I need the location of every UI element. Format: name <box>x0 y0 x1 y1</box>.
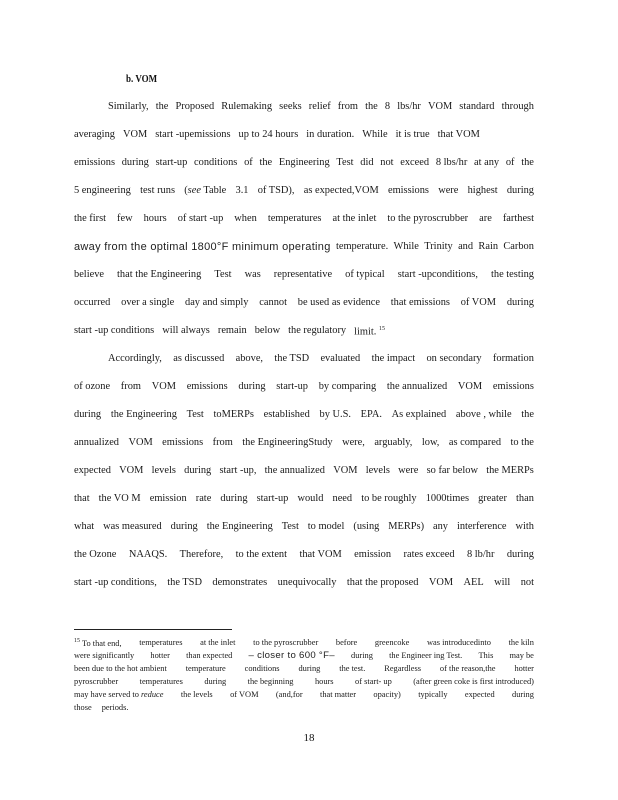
body-line: start -up conditions will always remain below the regulatory limit. 15 <box>74 325 385 338</box>
body-line: 5 engineering test runs (see Table 3.1 of TSD), as expected,VOM emissions were highest during <box>74 185 534 196</box>
body-line: Similarly, the Proposed Rulemaking seeks relief from the 8 lbs/hr VOM standard through <box>108 101 534 112</box>
body-line: away from the optimal 1800°F minimum operating temperature. While Trinity and Rain Carbon <box>74 241 534 253</box>
body-line: what was measured during the Engineering Test to model (using MERPs) any interference with <box>74 521 534 532</box>
footnote-line: been due to the hot ambient temperature conditions during the test. Regardless of the reason,the hotter <box>74 664 534 673</box>
body-line: the Ozone NAAQS. Therefore, to the extent that VOM emission rates exceed 8 lb/hr during <box>74 549 534 560</box>
body-line: Accordingly, as discussed above, the TSD evaluated the impact on secondary formation <box>108 353 534 364</box>
body-line: emissions during start-up conditions of the Engineering Test did not exceed 8 lbs/hr at any of the <box>74 157 534 168</box>
body-line: expected VOM levels during start -up, the annualized VOM levels were so far below the MERPs <box>74 465 534 476</box>
footnote-line: $^{15}$ To that end, temperatures at the inlet to the pyroscrubber before greencoke was introducedinto the kiln <box>74 638 534 648</box>
body-line: averaging VOM start -upemissions up to 24 hours in duration. While it is true that VOM <box>74 129 480 140</box>
footnote-line: those periods. <box>74 703 129 712</box>
footnote-line: may have served to reduce the levels of VOM (and,for that matter opacity) typically expected during <box>74 690 534 699</box>
body-line: that the VO M emission rate during start-up would need to be roughly 1000times greater than <box>74 493 534 504</box>
body-line: during the Engineering Test toMERPs established by U.S. EPA. As explained above , while the <box>74 409 534 420</box>
body-line: occurred over a single day and simply cannot be used as evidence that emissions of VOM during <box>74 297 534 308</box>
body-line: start -up conditions, the TSD demonstrates unequivocally that the proposed VOM AEL will not <box>74 577 534 588</box>
body-line: of ozone from VOM emissions during start-up by comparing the annualized VOM emissions <box>74 381 534 392</box>
body-line: believe that the Engineering Test was representative of typical start -upconditions, the testing <box>74 269 534 280</box>
footnote-line: pyroscrubber temperatures during the beginning hours of start- up (after green coke is first introduced) <box>74 677 534 686</box>
footnote-line: were significantly hotter than expected – closer to 600 °F– during the Engineer ing Test. This may be <box>74 650 534 661</box>
section-heading: b. VOM <box>126 74 158 85</box>
page-number: 18 <box>303 732 315 744</box>
body-line: the first few hours of start -up when temperatures at the inlet to the pyroscrubber are farthest <box>74 213 534 224</box>
body-line: annualized VOM emissions from the EngineeringStudy were, arguably, low, as compared to the <box>74 437 534 448</box>
footnote-rule <box>74 629 232 630</box>
